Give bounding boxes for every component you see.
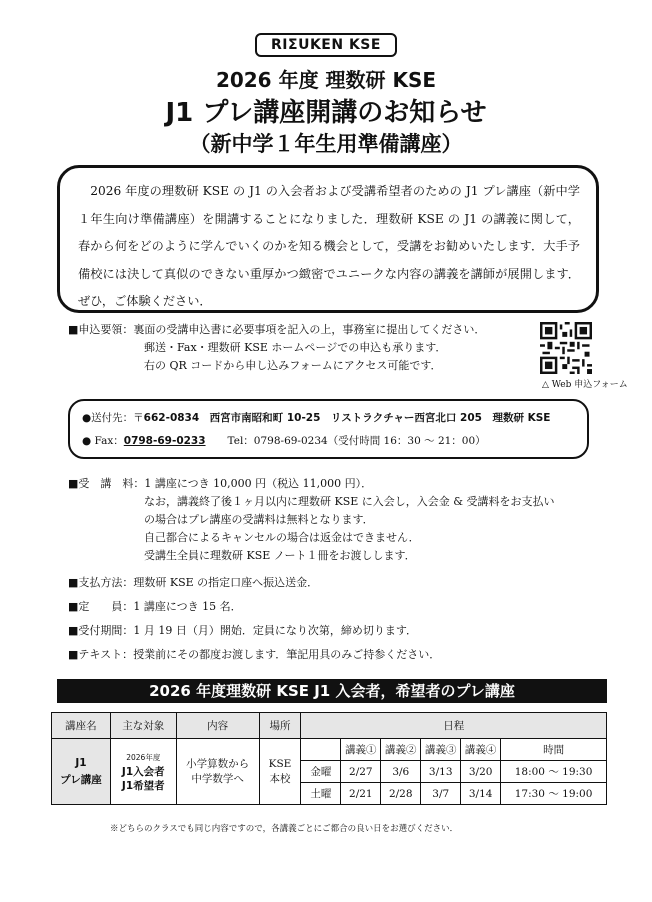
fee-line: なお，講義終了後１ヶ月以内に理数研 KSE に入会し，入会金 & 受講料をお支払い	[144, 495, 555, 508]
tel-text: Tel：0798-69-0234（受付時間 16：30 〜 21：00）	[227, 435, 486, 447]
capacity-row	[68, 598, 242, 616]
target-cell	[110, 739, 176, 805]
capacity-label: ■定 員：	[68, 600, 134, 613]
address-text: 西宮市南昭和町 10-25 リストラクチャー西宮北口 205 理数研 KSE	[209, 412, 551, 424]
course-name: プレ講座	[60, 773, 102, 786]
application-label: ■申込要領：	[68, 323, 134, 336]
target-line: J1希望者	[121, 779, 165, 792]
place-cell	[259, 739, 301, 805]
textbook-row	[68, 646, 440, 664]
schedule-banner: 2026 年度理数研 KSE J1 入会者，希望者のプレ講座	[57, 679, 607, 703]
date-cell: 2/21	[341, 783, 381, 805]
application-line: 郵送・Fax・理数研 KSE ホームページでの申込も承ります．	[144, 341, 447, 354]
day-cell: 土曜	[301, 783, 341, 805]
day-cell: 金曜	[301, 761, 341, 783]
content-line: 中学数学へ	[191, 772, 244, 785]
lecture-header: 講義①	[341, 739, 381, 761]
fee-line: 自己都合によるキャンセルの場合は返金はできません．	[144, 531, 420, 544]
period-text: 1 月 19 日（月）開始．定員になり次第，締め切ります．	[133, 624, 418, 637]
title-line-2: J1 プレ講座開講のお知らせ	[165, 98, 487, 128]
lecture-header: 講義③	[421, 739, 461, 761]
date-cell: 2/28	[381, 783, 421, 805]
course-cell	[52, 739, 111, 805]
textbook-text: 授業前にその都度お渡します．筆記用具のみご持参ください．	[133, 648, 441, 661]
period-label: ■受付期間：	[68, 624, 134, 637]
textbook-label: ■テキスト：	[68, 648, 134, 661]
title-line-3: （新中学１年生用準備講座）	[189, 132, 463, 156]
fee-section	[68, 475, 372, 493]
qr-caption: △ Web 申込フォーム	[542, 380, 628, 390]
date-cell: 2/27	[341, 761, 381, 783]
fax-label: ● Fax：	[82, 435, 124, 447]
date-cell: 3/20	[461, 761, 501, 783]
fee-line: の場合はプレ講座の受講料は無料となります．	[144, 513, 374, 526]
payment-text: 理数研 KSE の指定口座へ振込送金．	[133, 576, 319, 589]
course-code: J1	[75, 756, 87, 769]
date-cell: 3/6	[381, 761, 421, 783]
fee-line: 受講生全員に理数研 KSE ノート１冊をお渡しします．	[144, 549, 416, 562]
time-cell: 18:00 〜 19:30	[501, 761, 607, 783]
fax-number[interactable]: 0798-69-0233	[123, 435, 206, 447]
place-line: KSE	[268, 757, 292, 770]
lecture-header: 講義②	[381, 739, 421, 761]
place-line: 本校	[269, 772, 291, 785]
date-cell: 3/13	[421, 761, 461, 783]
contact-line	[82, 430, 587, 453]
application-section	[68, 321, 485, 339]
target-line: J1入会者	[121, 765, 165, 778]
period-row	[68, 622, 417, 640]
blank-cell	[301, 739, 341, 761]
address-label: ●送付先：〒	[82, 412, 144, 424]
logo: RIΣUKEN KSE	[255, 33, 397, 57]
header-course: 講座名	[52, 713, 111, 739]
footnote: ※どちらのクラスでも同じ内容ですので，各講義ごとにご都合の良い日をお選びください．	[110, 824, 459, 834]
capacity-text: 1 講座につき 15 名．	[133, 600, 242, 613]
title-line-1: 2026 年度 理数研 KSE	[215, 68, 437, 92]
time-cell: 17:30 〜 19:00	[501, 783, 607, 805]
address-line	[82, 407, 587, 430]
intro-box: 2026 年度の理数研 KSE の J1 の入会者および受講希望者のための J1 プレ講座（新中学１年生向け準備講座）を開講することになりました．理数研 KSE の J1 の講義に関して，春から何をどのように学んでいくのかを知る機会として，受講をお勧めいたします．大手予備校には決して真似のできない重厚かつ緻密でユニークな内容の講義を講師が展開します．ぜひ，ご体験ください．	[57, 165, 599, 313]
payment-row	[68, 574, 318, 592]
schedule-table	[51, 712, 607, 805]
content-line: 小学算数から	[186, 757, 250, 770]
payment-label: ■支払方法：	[68, 576, 134, 589]
address-box	[68, 399, 589, 459]
application-line: 右の QR コードから申し込みフォームにアクセス可能です．	[144, 359, 442, 372]
date-cell: 3/14	[461, 783, 501, 805]
content-cell	[176, 739, 259, 805]
time-header: 時間	[501, 739, 607, 761]
header-schedule: 日程	[301, 713, 607, 739]
lecture-header: 講義④	[461, 739, 501, 761]
header-content: 内容	[176, 713, 259, 739]
qr-code[interactable]	[540, 322, 592, 374]
fee-label: ■受 講 料：	[68, 477, 145, 490]
header-target: 主な対象	[110, 713, 176, 739]
postal-code: 662-0834	[143, 412, 200, 424]
fee-line: 1 講座につき 10,000 円（税込 11,000 円）．	[144, 477, 373, 490]
target-year: 2026年度	[126, 752, 161, 762]
header-place: 場所	[259, 713, 301, 739]
application-line: 裏面の受講申込書に必要事項を記入の上，事務室に提出してください．	[133, 323, 486, 336]
date-cell: 3/7	[421, 783, 461, 805]
